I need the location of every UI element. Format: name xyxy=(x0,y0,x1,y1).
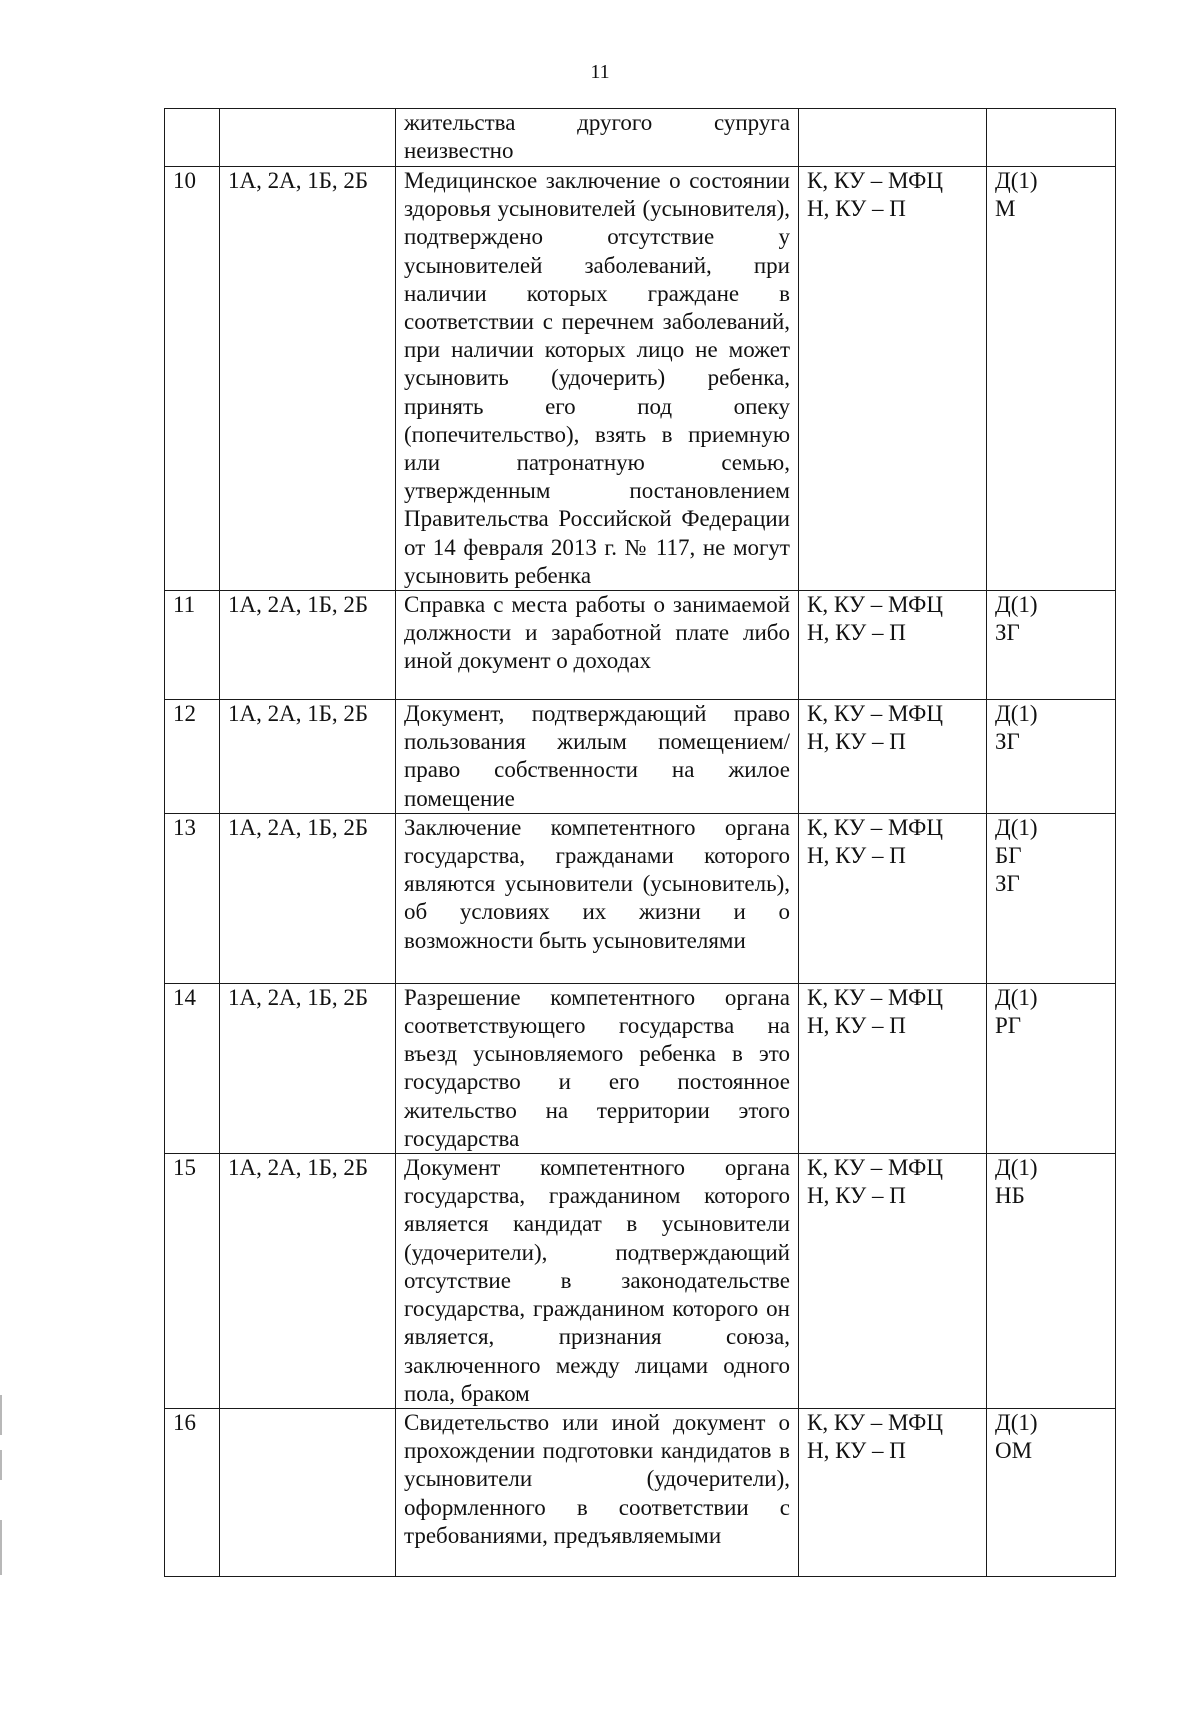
submission-method-line: Н, КУ – П xyxy=(807,1438,906,1464)
scan-edge-mark xyxy=(0,1520,2,1575)
document-code-line: ОМ xyxy=(995,1438,1033,1464)
document-code-line: Д(1) xyxy=(995,592,1038,618)
document-description-cell: Медицинское заключение о состоянии здоровья усыновителей (усыновителя), подтверждено отсутствие у усыновителей заболеваний, при наличии которых граждане в соответствии с перечнем заболеваний, при наличии которых лицо не может усыновить (удочерить) ребенка, принять его под опеку (попечительство), взять в приемную или патронатную семью, утвержденным постановлением Правительства Российской Федерации от 14 февраля 2013 г. № 117, не могут усыновить ребенка xyxy=(396,167,799,591)
document-code-cell xyxy=(987,109,1116,167)
table-row xyxy=(165,1409,1116,1577)
document-code-line: РГ xyxy=(995,1013,1022,1039)
applicant-categories-cell: 1А, 2А, 1Б, 2Б xyxy=(220,813,396,983)
submission-method-cell xyxy=(799,700,987,814)
row-number-cell: 15 xyxy=(165,1154,220,1409)
submission-method-line: Н, КУ – П xyxy=(807,1013,906,1039)
table-row xyxy=(165,167,1116,591)
table-row xyxy=(165,109,1116,167)
document-code-line: Д(1) xyxy=(995,814,1038,840)
document-code-line: БГ xyxy=(995,843,1022,869)
applicant-categories-cell: 1А, 2А, 1Б, 2Б xyxy=(220,167,396,591)
submission-method-cell xyxy=(799,591,987,700)
submission-method-line: К, КУ – МФЦ xyxy=(807,814,943,840)
document-description-cell: Документ компетентного органа государства, гражданином которого является кандидат в усыновители (удочерители), подтверждающий отсутствие в законодательстве государства, гражданином которого он является, признания союза, заключенного между лицами одного пола, браком xyxy=(396,1154,799,1409)
table-row xyxy=(165,1154,1116,1409)
submission-method-cell xyxy=(799,167,987,591)
applicant-categories-cell: 1А, 2А, 1Б, 2Б xyxy=(220,1154,396,1409)
document-code-line: Д(1) xyxy=(995,168,1038,193)
document-code-line: Д(1) xyxy=(995,1410,1038,1436)
submission-method-line: Н, КУ – П xyxy=(807,196,906,222)
document-code-cell xyxy=(987,700,1116,814)
submission-method-line: Н, КУ – П xyxy=(807,729,906,755)
document-code-line: Д(1) xyxy=(995,701,1038,727)
document-code-line: ЗГ xyxy=(995,620,1020,646)
submission-method-cell xyxy=(799,813,987,983)
row-number-cell: 13 xyxy=(165,813,220,983)
row-number-cell: 12 xyxy=(165,700,220,814)
applicant-categories-cell: 1А, 2А, 1Б, 2Б xyxy=(220,591,396,700)
submission-method-line: К, КУ – МФЦ xyxy=(807,592,943,618)
table-row xyxy=(165,983,1116,1153)
submission-method-line: К, КУ – МФЦ xyxy=(807,168,943,193)
row-number-cell: 14 xyxy=(165,983,220,1153)
scan-edge-mark xyxy=(0,1450,2,1480)
document-code-cell xyxy=(987,983,1116,1153)
submission-method-cell xyxy=(799,1154,987,1409)
document-code-cell xyxy=(987,591,1116,700)
submission-method-line: К, КУ – МФЦ xyxy=(807,984,943,1010)
table-row xyxy=(165,813,1116,983)
document-code-line: Д(1) xyxy=(995,1155,1038,1181)
submission-method-line: Н, КУ – П xyxy=(807,843,906,869)
document-description-cell: Справка с места работы о занимаемой должности и заработной плате либо иной документ о доходах xyxy=(396,591,799,700)
submission-method-line: К, КУ – МФЦ xyxy=(807,1155,943,1181)
document-code-line: Д(1) xyxy=(995,984,1038,1010)
document-code-line: ЗГ xyxy=(995,729,1020,755)
row-number-cell: 10 xyxy=(165,167,220,591)
scan-edge-mark xyxy=(0,1395,2,1435)
submission-method-line: Н, КУ – П xyxy=(807,620,906,646)
submission-method-line: К, КУ – МФЦ xyxy=(807,701,943,727)
document-description-cell: жительства другого супруга неизвестно xyxy=(396,109,799,167)
applicant-categories-cell xyxy=(220,1409,396,1577)
submission-method-line: Н, КУ – П xyxy=(807,1183,906,1209)
document-code-cell xyxy=(987,813,1116,983)
page-number: 11 xyxy=(590,61,610,83)
document-description-cell: Разрешение компетентного органа соответствующего государства на въезд усыновляемого ребенка в это государство и его постоянное жительство на территории этого государства xyxy=(396,983,799,1153)
submission-method-cell xyxy=(799,109,987,167)
row-number-cell: 16 xyxy=(165,1409,220,1577)
document-code-line: ЗГ xyxy=(995,871,1020,897)
document-code-line: НБ xyxy=(995,1183,1025,1209)
submission-method-cell xyxy=(799,983,987,1153)
row-number-cell: 11 xyxy=(165,591,220,700)
document-description-cell: Свидетельство или иной документ о прохождении подготовки кандидатов в усыновители (удочерители), оформленного в соответствии с требованиями, предъявляемыми xyxy=(396,1409,799,1577)
table-row xyxy=(165,700,1116,814)
documents-table xyxy=(164,108,1116,1577)
document-code-line: М xyxy=(995,196,1016,222)
submission-method-cell xyxy=(799,1409,987,1577)
document-code-cell xyxy=(987,167,1116,591)
applicant-categories-cell: 1А, 2А, 1Б, 2Б xyxy=(220,983,396,1153)
row-number-cell xyxy=(165,109,220,167)
document-description-cell: Документ, подтверждающий право пользования жилым помещением/ право собственности на жилое помещение xyxy=(396,700,799,814)
document-code-cell xyxy=(987,1154,1116,1409)
document-code-cell xyxy=(987,1409,1116,1577)
submission-method-line: К, КУ – МФЦ xyxy=(807,1410,943,1436)
document-description-cell: Заключение компетентного органа государства, гражданами которого являются усыновители (усыновитель), об условиях их жизни и о возможности быть усыновителями xyxy=(396,813,799,983)
applicant-categories-cell xyxy=(220,109,396,167)
table-row xyxy=(165,591,1116,700)
applicant-categories-cell: 1А, 2А, 1Б, 2Б xyxy=(220,700,396,814)
